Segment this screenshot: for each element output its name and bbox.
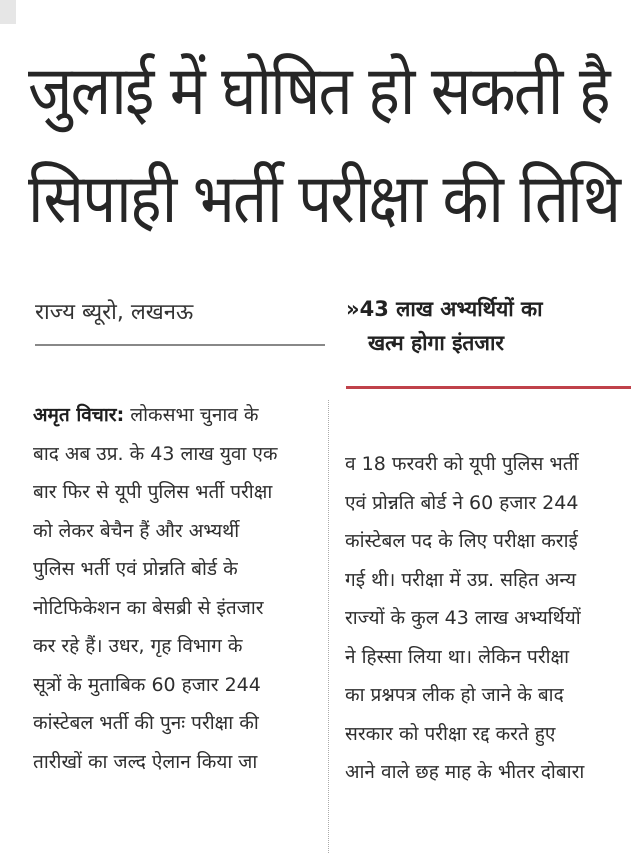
article-line: एवं प्रोन्नति बोर्ड ने 60 हजार 244 [345,491,579,514]
article-line: राज्यों के कुल 43 लाख अभ्यर्थियों [345,607,581,629]
article-line: तारीखों का जल्द ऐलान किया जा [33,750,258,773]
byline-divider [35,344,325,346]
article-line: अमृत विचार: लोकसभा चुनाव के [33,404,259,426]
sidebar-highlight [346,292,631,360]
article-column-left [33,396,321,781]
article-line: बार फिर से यूपी पुलिस भर्ती परीक्षा [33,481,273,503]
article-line: गई थी। परीक्षा में उप्र. सहित अन्य [345,568,577,591]
article-line: व 18 फरवरी को यूपी पुलिस भर्ती [345,453,579,475]
headline-line-1: जुलाई में घोषित हो सकती है [28,52,609,131]
article-line: बाद अब उप्र. के 43 लाख युवा एक [33,442,278,465]
article-line: कांस्टेबल भर्ती की पुनः परीक्षा की [33,712,259,734]
byline: राज्य ब्यूरो, लखनऊ [35,300,194,325]
article-line: ने हिस्सा लिया था। लेकिन परीक्षा [345,645,570,668]
article-line: का प्रश्नपत्र लीक हो जाने के बाद [345,684,564,706]
article-line: कर रहे हैं। उधर, गृह विभाग के [33,635,243,657]
headline [28,38,633,254]
sidebar-line-1: »43 लाख अभ्यर्थियों का [346,297,543,321]
article-line: आने वाले छह माह के भीतर दोबारा [345,761,585,783]
dateline-lead: अमृत विचार: [33,404,125,426]
article-line: सूत्रों के मुताबिक 60 हजार 244 [33,673,261,696]
article-line: को लेकर बेचैन हैं और अभ्यर्थी [33,519,240,542]
article-column-right [345,445,633,792]
sidebar-red-divider [346,386,631,389]
sidebar-line-2: खत्म होगा इंतजार [368,331,505,355]
article-line: कांस्टेबल पद के लिए परीक्षा कराई [345,530,578,552]
article-line: पुलिस भर्ती एवं प्रोन्नति बोर्ड के [33,558,238,580]
headline-line-2: सिपाही भर्ती परीक्षा की तिथि [28,160,620,239]
column-divider [328,400,329,853]
corner-block [0,0,16,24]
article-line: नोटिफिकेशन का बेसब्री से इंतजार [33,596,264,619]
article-line: सरकार को परीक्षा रद्द करते हुए [345,722,556,745]
double-chevron-icon: » [346,297,360,321]
